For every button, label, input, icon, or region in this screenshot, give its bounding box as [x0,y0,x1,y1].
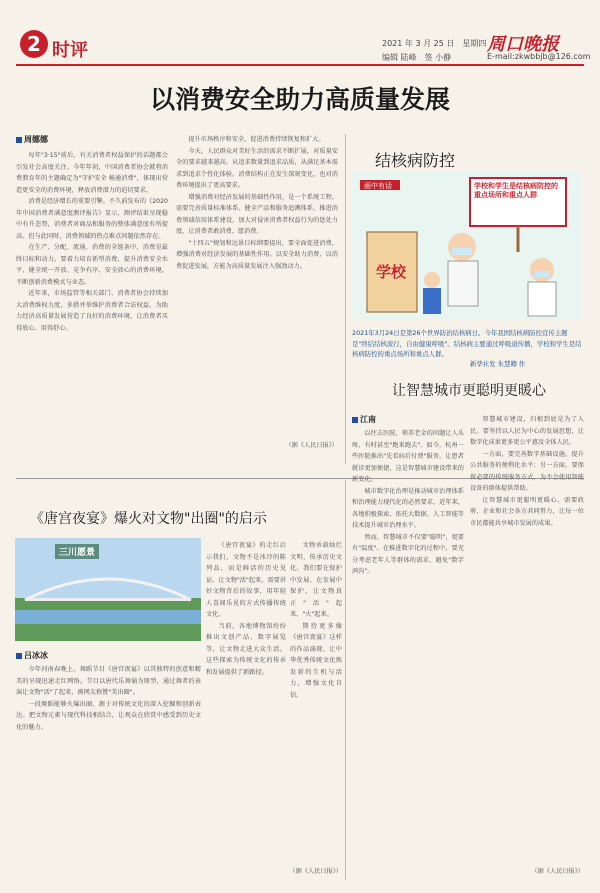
paragraph: 每年"3·15"前后，有关消费者权益保护的话题都会引发社会高度关注。今年年初，中国消费者协会就将消费教育年的主题确定为"守护安全 畅通消费"，体现出营造更安全的消费环境，释放消费潜力的迫切要求。 [16,152,168,194]
paragraph: 增强消费对经济发展的基础性作用，是一个系统工程。需要完善质量标准体系、健全产品和服务追溯体系，推进消费领域信用体系建设，加大对侵害消费者权益行为的惩处力度，让消费者敢消费、愿消费。 [176,193,338,235]
cartoon-board-text: 学校 [376,263,407,281]
paragraph: 文物承载灿烂文明，传承历史文化。我们要在保护中发展、在发展中保护，让文物真正"活"起来、"火"起来。 [290,542,342,618]
second-article-column-1 [16,664,201,879]
cartoon-label: 画中有话 [364,182,392,190]
editor-credit: 编辑 陆峰 签 小静 [382,53,452,62]
bridge-photo [15,538,201,641]
article-source: （据《人民日报》） [531,868,584,875]
article-source: （据《人民日报》） [285,442,338,449]
paragraph: 期待更多像《唐宫夜宴》这样的作品涌现，让中华优秀传统文化焕发新的生机与活力，增强文化自信。 [290,622,342,699]
paragraph: "十四五"规划和远景目标纲要提出，要全面促进消费，增强消费对经济发展的基础性作用。以安全助力消费，以消费促进发展，方能为高质量发展注入强劲动力。 [176,239,338,270]
paragraph: 一方面，要完善数字基础设施，提升公共服务的便利化水平；另一方面，要保留必要的传统服务方式，为不会使用智能设备的群体提供帮助。 [470,450,584,492]
paragraph: 《唐宫夜宴》的走红启示我们，文物不是冰冷的陈列品，而是鲜活的历史见证。让文物"活"起来，需要讲好文物背后的故事，用年轻人喜闻乐见的方式传播传统文化。 [206,542,286,618]
third-headline: 让智慧城市更聪明更暖心 [392,383,546,399]
section-title: 时评 [52,40,88,61]
bridge-svg [15,538,201,641]
second-article-source-wrap [206,866,342,878]
paper-logo: 周口晚报 [487,34,559,55]
third-article-column-2 [470,414,584,864]
main-article-column-2 [176,134,338,424]
paragraph: 城市数字化治理是推动城市治理体系和治理能力现代化的必然要求。近年来，各地积极探索，依托大数据、人工智能等技术提升城市治理水平。 [352,487,464,529]
third-article-author: 江南 [352,414,376,425]
second-article-column-2 [206,540,286,880]
photo-title: 结核病防控 [375,151,456,170]
column-rule [345,480,346,880]
paragraph: 当前，各地博物馆纷纷推出文创产品、数字展览等，让文物走进大众生活。这些探索为传统文化的传承和发展提供了新路径。 [206,622,286,676]
paragraph: 然而，智慧城市不仅要"聪明"，更要有"温度"。在推进数字化的过程中，要充分考虑老年人等群体的需求，避免"数字鸿沟"。 [352,533,464,575]
cartoon-svg [352,172,582,320]
photo-credit: 新华社发 朱慧卿 作 [470,360,526,368]
photo-caption: 2021年3月24日是第26个世界防治结核病日。今年我国结核病防控宣传主题是"终结结核流行，自由健康呼吸"。结核病主要通过呼吸道传播，学校和学生是结核病防控的重点场所和重点人群。 [352,329,582,358]
main-headline: 以消费安全助力高质量发展 [149,85,450,114]
page-number-badge: 2 [20,30,48,58]
cartoon-illustration [352,172,582,320]
paragraph: 提升市场秩序和安全，促进消费持续恢复和扩大。 [188,136,325,143]
paragraph: 以往去医院，领养老金的问题让人头疼，有时甚至"跑来跑去"。如今，杭州一些医院推出"先看病后付费"服务，让患者就诊更加便捷，这是智慧城市建设带来的新变化。 [352,430,464,483]
bridge-photo-label: 三川愿景 [55,544,99,559]
header-divider [16,64,584,66]
paragraph: 一段舞蹈能够火爆出圈，源于对传统文化的深入挖掘和创新表达。把文物元素与现代科技相结合，让观众在欣赏中感受到历史文化的魅力。 [16,700,201,731]
paragraph: 消费是经济增长的重要引擎。不久前发布的《2020年中国消费者满意度测评报告》显示，测评结果呈现稳中有升态势，消费者对商品和服务的整体满意度有所提高。但与此同时，消费领域的热点难点问题依然存在。 [16,198,168,240]
third-article-column-1 [352,428,464,878]
main-article-author: 周娜娜 [16,134,48,145]
paragraph: 今年河南春晚上，舞蹈节目《唐宫夜宴》以其独特的创意和精美的呈现迅速走红网络。节目以唐代乐舞俑为原型，通过舞者的表演让文物"活"了起来，被网友称赞"美出圈"。 [16,666,201,696]
article-source: （据《人民日报》） [289,868,342,875]
issue-date: 2021 年 3 月 25 日 星期四 [382,39,487,48]
cartoon-sign-text: 学校和学生是结核病防控的重点场所和重点人群 [474,182,558,199]
paragraph: 智慧城市建设，归根到底是为了人民。要坚持以人民为中心的发展思想，让数字化成果更多更公平惠及全体人民。 [470,416,584,446]
second-headline: 《唐宫夜宴》爆火对文物"出圈"的启示 [30,511,267,527]
second-article-column-3 [290,540,342,880]
main-article-column-1 [16,150,168,436]
paragraph: 今天，人民群众对美好生活的需求不断扩展，对质量安全的要求越来越高。从追求数量到追求品质，从满足基本需求到追求个性化体验，消费结构正在发生深刻变化，也对消费环境提出了更高要求。 [176,147,338,189]
paragraph: 在生产、分配、流通、消费的全链条中，消费是最终目标和动力。要着力培育新型消费，提升消费安全水平，健全统一开放、竞争有序、安全放心的消费环境，不断创新消费模式与业态。 [16,244,168,286]
column-rule [345,134,346,464]
page-header [0,0,600,60]
contact-email: E-mail:zkwbbjb@126.com [487,52,591,61]
third-article-source-wrap [470,866,584,878]
second-article-author: 吕冰冰 [16,650,48,661]
paragraph: 近年来，市场监管等相关部门、消费者协会持续加大消费维权力度，多措并举维护消费者合法权益，为助力经济高质量发展营造了良好的消费环境，让消费者买得放心、用得舒心。 [16,290,168,332]
main-article-source-wrap [176,440,338,452]
paragraph: 让智慧城市更聪明更暖心，需要政府、企业和社会各方共同努力，让每一位市民都能共享城市发展的成果。 [470,496,584,527]
